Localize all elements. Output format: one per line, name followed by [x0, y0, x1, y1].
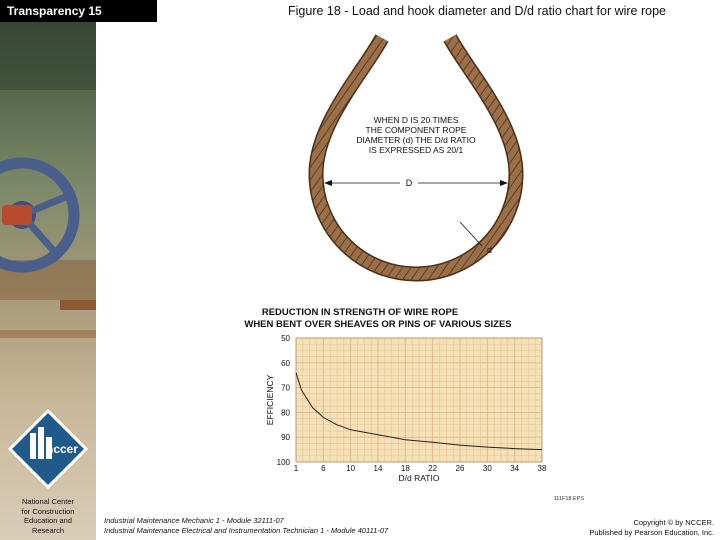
dimension-arrow-left: [324, 180, 332, 186]
y-tick-label: 100: [276, 458, 290, 467]
diagram-note-3: DIAMETER (d) THE D/d RATIO: [356, 135, 476, 145]
x-tick-label: 34: [510, 464, 520, 473]
copyright-line-1: Copyright © by NCCER.: [633, 518, 714, 527]
chart-title-line-1: REDUCTION IN STRENGTH OF WIRE ROPE: [261, 307, 459, 318]
y-tick-label: 50: [281, 334, 290, 343]
diameter-label: D: [405, 178, 413, 188]
y-axis-label: EFFICIENCY: [265, 374, 275, 426]
copyright-line-2: Published by Pearson Education, Inc.: [589, 527, 714, 537]
copyright-notice: [589, 518, 714, 537]
chart-title-line-2: WHEN BENT OVER SHEAVES OR PINS OF VARIOUS SIZES: [244, 319, 512, 330]
figure-id: 111F18.EPS: [553, 496, 584, 502]
dimension-arrow-right: [500, 180, 508, 186]
y-tick-label: 60: [281, 358, 290, 368]
x-tick-label: 22: [428, 464, 438, 473]
diagram-note-1: WHEN D IS 20 TIMES: [373, 115, 459, 125]
y-tick-label: 80: [281, 408, 290, 418]
organization-name: [2, 497, 94, 535]
sidebar-photo: [0, 0, 96, 540]
wire-rope-diagram: [292, 34, 542, 296]
efficiency-chart: [230, 296, 592, 508]
x-tick-label: 6: [321, 464, 326, 473]
x-tick-label: 10: [346, 464, 356, 473]
x-tick-label: 30: [482, 464, 492, 473]
rope-loop: [316, 38, 516, 274]
org-line-4: Research: [31, 525, 65, 535]
y-tick-label: 90: [281, 433, 290, 443]
x-axis-label: D/d RATIO: [398, 473, 440, 483]
rope-diameter-label: d: [487, 245, 493, 255]
org-line-2: for Construction: [21, 506, 75, 516]
x-tick-label: 18: [400, 464, 410, 473]
y-tick-label: 70: [281, 383, 290, 393]
chart-gridlines: [296, 338, 542, 462]
org-line-1: National Center: [21, 497, 75, 506]
diagram-note-2: THE COMPONENT ROPE: [365, 125, 467, 135]
x-tick-label: 38: [537, 464, 547, 473]
module-reference: [104, 516, 388, 536]
x-tick-label: 26: [455, 464, 465, 473]
logo-text: nccer: [45, 442, 79, 456]
x-tick-label: 1: [293, 464, 299, 473]
module-line-2: Industrial Maintenance Electrical and Instrumentation Technician 1 - Module 40111-07: [104, 526, 389, 535]
diagram-note-4: IS EXPRESSED AS 20/1: [368, 145, 464, 155]
org-line-3: Education and: [24, 516, 72, 525]
rope-diameter-leader: [460, 222, 482, 246]
nccer-logo: [8, 409, 88, 489]
figure-title: Figure 18 - Load and hook diameter and D/d ratio chart for wire rope: [288, 4, 666, 18]
transparency-label: Transparency 15: [0, 0, 157, 22]
x-tick-label: 14: [373, 464, 383, 473]
module-line-1: Industrial Maintenance Mechanic 1 - Module 32111-07: [104, 516, 284, 525]
